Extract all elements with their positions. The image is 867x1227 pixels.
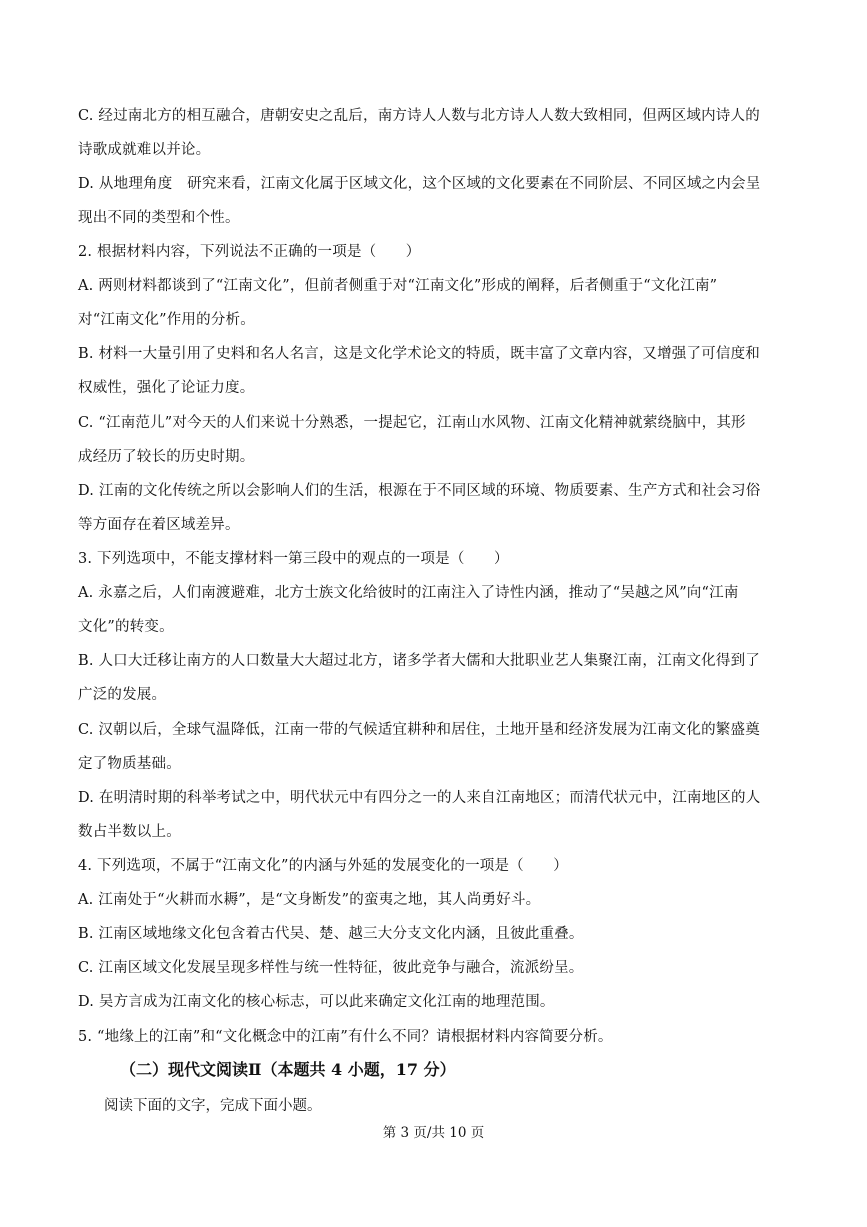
option-d-line-1: D. 从地理角度 研究来看，江南文化属于区域文化，这个区域的文化要素在不同阶层、不同区域之内会呈 <box>78 176 761 192</box>
option-c-line-2: 诗歌成就难以并论。 <box>78 142 211 158</box>
q2-option-a-line-1: A. 两则材料都谈到了“江南文化”，但前者侧重于对“江南文化”形成的阐释，后者侧重于“文化江南” <box>78 278 718 294</box>
q3-option-d-line-2: 数占半数以上。 <box>78 824 181 840</box>
q3-option-c-line-2: 定了物质基础。 <box>78 756 181 772</box>
q3-option-d-line-1: D. 在明清时期的科举考试之中，明代状元中有四分之一的人来自江南地区；而清代状元中，江南地区的人 <box>78 790 761 806</box>
option-c-line-1: C. 经过南北方的相互融合，唐朝安史之乱后，南方诗人人数与北方诗人人数大致相同，但两区域内诗人的 <box>78 108 760 124</box>
q2-option-a-line-2: 对“江南文化”作用的分析。 <box>78 312 255 328</box>
q2-option-b-line-2: 权威性，强化了论证力度。 <box>78 380 255 396</box>
reading-instruction: 阅读下面的文字，完成下面小题。 <box>104 1098 322 1114</box>
q4-option-d: D. 吴方言成为江南文化的核心标志，可以此来确定文化江南的地理范围。 <box>78 994 555 1010</box>
q3-option-c-line-1: C. 汉朝以后，全球气温降低，江南一带的气候适宜耕种和居住，土地开垦和经济发展为江南文化的繁盛奠 <box>78 722 760 738</box>
q3-option-b-line-2: 广泛的发展。 <box>78 687 167 703</box>
q3-option-b-line-1: B. 人口大迁移让南方的人口数量大大超过北方，诸多学者大儒和大批职业艺人集聚江南，江南文化得到了 <box>78 653 760 669</box>
q2-option-c-line-1: C. “江南范儿”对今天的人们来说十分熟悉，一提起它，江南山水风物、江南文化精神就萦绕脑中，其形 <box>78 415 746 431</box>
question-4: 4. 下列选项，不属于“江南文化”的内涵与外延的发展变化的一项是（ ） <box>78 858 568 874</box>
q2-option-d-line-2: 等方面存在着区域差异。 <box>78 517 240 533</box>
q4-option-a: A. 江南处于“火耕而水耨”，是“文身断发”的蛮夷之地，其人尚勇好斗。 <box>78 892 541 908</box>
question-2: 2. 根据材料内容，下列说法不正确的一项是（ ） <box>78 244 421 260</box>
option-d-line-2: 现出不同的类型和个性。 <box>78 210 240 226</box>
q3-option-a-line-2: 文化”的转变。 <box>78 619 174 635</box>
question-3: 3. 下列选项中，不能支撑材料一第三段中的观点的一项是（ ） <box>78 551 509 567</box>
q2-option-b-line-1: B. 材料一大量引用了史料和名人名言，这是文化学术论文的特质，既丰富了文章内容，又增强了可信度和 <box>78 346 760 362</box>
question-5: 5. “地缘上的江南”和“文化概念中的江南”有什么不同？请根据材料内容简要分析。 <box>78 1029 613 1045</box>
q3-option-a-line-1: A. 永嘉之后，人们南渡避难，北方士族文化给彼时的江南注入了诗性内涵，推动了“吴越之风”向“江南 <box>78 585 739 601</box>
q4-option-c: C. 江南区域文化发展呈现多样性与统一性特征，彼此竞争与融合，流派纷呈。 <box>78 960 584 976</box>
section-title: （二）现代文阅读Ⅱ（本题共 4 小题，17 分） <box>120 1060 456 1079</box>
q4-option-b: B. 江南区域地缘文化包含着古代吴、楚、越三大分支文化内涵，且彼此重叠。 <box>78 926 584 942</box>
q2-option-c-line-2: 成经历了较长的历史时期。 <box>78 449 255 465</box>
page-number-footer: 第 3 页/共 10 页 <box>382 1125 485 1141</box>
q2-option-d-line-1: D. 江南的文化传统之所以会影响人们的生活，根源在于不同区域的环境、物质要素、生产方式和社会习俗 <box>78 483 761 499</box>
